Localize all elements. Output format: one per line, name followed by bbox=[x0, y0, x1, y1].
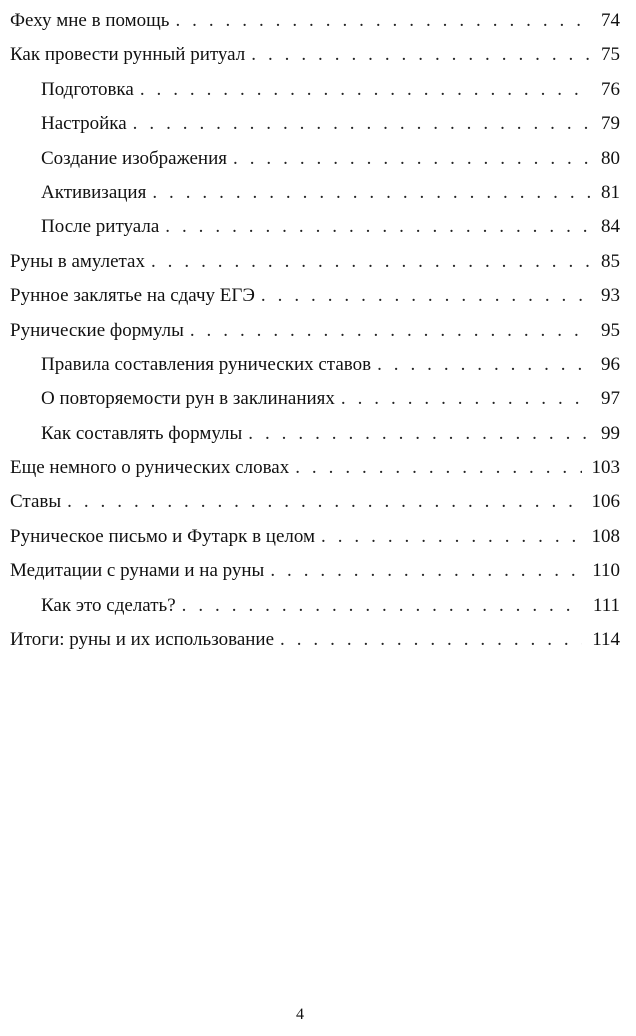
toc-entry bbox=[10, 348, 620, 382]
toc-entry bbox=[10, 210, 620, 244]
toc-dot-leader bbox=[377, 348, 591, 382]
toc-entry-page: 96 bbox=[601, 353, 620, 375]
toc-entry-page: 95 bbox=[601, 319, 620, 341]
toc-entry-title: Ставы bbox=[10, 491, 62, 513]
toc-entry bbox=[10, 107, 620, 141]
toc-entry bbox=[10, 279, 620, 313]
toc-entry-page: 114 bbox=[592, 629, 620, 651]
toc-entry-title: Активизация bbox=[41, 181, 147, 203]
toc-entry-page: 81 bbox=[601, 181, 620, 203]
toc-entry bbox=[10, 142, 620, 176]
toc-entry-page: 79 bbox=[601, 113, 620, 135]
toc-entry-title: Руническое письмо и Футарк в целом bbox=[10, 525, 316, 547]
toc-entry-title: Правила составления рунических ставов bbox=[41, 353, 372, 375]
toc-entry-title: Медитации с рунами и на руны bbox=[10, 560, 265, 582]
toc-entry bbox=[10, 520, 620, 554]
toc-entry-page: 85 bbox=[601, 250, 620, 272]
toc-dot-leader bbox=[140, 73, 591, 107]
page-number: 4 bbox=[296, 1006, 304, 1023]
toc-entry-page: 99 bbox=[601, 422, 620, 444]
toc-entry bbox=[10, 73, 620, 107]
toc-entry-title: Итоги: руны и их использование bbox=[10, 629, 275, 651]
toc-entry-title: Создание изображения bbox=[41, 147, 228, 169]
toc-entry-page: 74 bbox=[601, 10, 620, 31]
toc-entry-page: 111 bbox=[592, 594, 620, 616]
toc-entry-title: О повторяемости рун в заклинаниях bbox=[41, 388, 335, 410]
toc-entry-title: Как провести рунный ритуал bbox=[10, 44, 246, 66]
toc-entry-title: Подготовка bbox=[41, 78, 134, 100]
toc-entry-title: Еще немного о рунических словах bbox=[10, 457, 290, 479]
toc-entry-title: Настройка bbox=[41, 113, 127, 135]
toc-entry-page: 80 bbox=[601, 147, 620, 169]
toc-entry-page: 76 bbox=[601, 78, 620, 100]
toc-dot-leader bbox=[321, 520, 581, 554]
toc-entry bbox=[10, 38, 620, 72]
toc-dot-leader bbox=[67, 485, 581, 519]
toc-dot-leader bbox=[133, 107, 591, 141]
toc-entry-page: 110 bbox=[592, 560, 620, 582]
toc-entry-page: 93 bbox=[601, 285, 620, 307]
toc-entry-page: 84 bbox=[601, 216, 620, 238]
toc-entry bbox=[10, 382, 620, 416]
toc-dot-leader bbox=[175, 4, 591, 38]
toc-entry-page: 97 bbox=[601, 388, 620, 410]
toc-entry-title: Феху мне в помощь bbox=[10, 10, 170, 31]
toc-entry bbox=[10, 417, 620, 451]
toc-entry-title: Как это сделать? bbox=[41, 594, 176, 616]
toc-entry-title: Как составлять формулы bbox=[41, 422, 243, 444]
toc-dot-leader bbox=[248, 417, 591, 451]
toc-dot-leader bbox=[261, 279, 591, 313]
table-of-contents bbox=[10, 4, 620, 657]
toc-dot-leader bbox=[270, 554, 582, 588]
toc-dot-leader bbox=[182, 589, 583, 623]
toc-dot-leader bbox=[233, 142, 591, 176]
toc-entry bbox=[10, 245, 620, 279]
toc-entry bbox=[10, 623, 620, 657]
toc-dot-leader bbox=[165, 210, 591, 244]
toc-entry-title: Рунические формулы bbox=[10, 319, 184, 341]
toc-entry-title: Рунное заклятье на сдачу ЕГЭ bbox=[10, 285, 255, 307]
toc-entry bbox=[10, 176, 620, 210]
toc-entry-page: 103 bbox=[591, 457, 620, 479]
toc-entry-title: Руны в амулетах bbox=[10, 250, 145, 272]
toc-entry-page: 108 bbox=[591, 525, 620, 547]
toc-dot-leader bbox=[151, 245, 591, 279]
toc-dot-leader bbox=[295, 451, 581, 485]
toc-dot-leader bbox=[251, 38, 591, 72]
toc-dot-leader bbox=[280, 623, 582, 657]
toc-entry bbox=[10, 589, 620, 623]
toc-entry bbox=[10, 451, 620, 485]
toc-entry bbox=[10, 485, 620, 519]
toc-entry-page: 106 bbox=[591, 491, 620, 513]
toc-entry bbox=[10, 554, 620, 588]
toc-dot-leader bbox=[152, 176, 591, 210]
toc-entry-title: После ритуала bbox=[41, 216, 160, 238]
toc-entry-page: 75 bbox=[601, 44, 620, 66]
toc-dot-leader bbox=[190, 314, 591, 348]
toc-entry bbox=[10, 4, 620, 38]
toc-entry bbox=[10, 314, 620, 348]
toc-dot-leader bbox=[341, 382, 591, 416]
